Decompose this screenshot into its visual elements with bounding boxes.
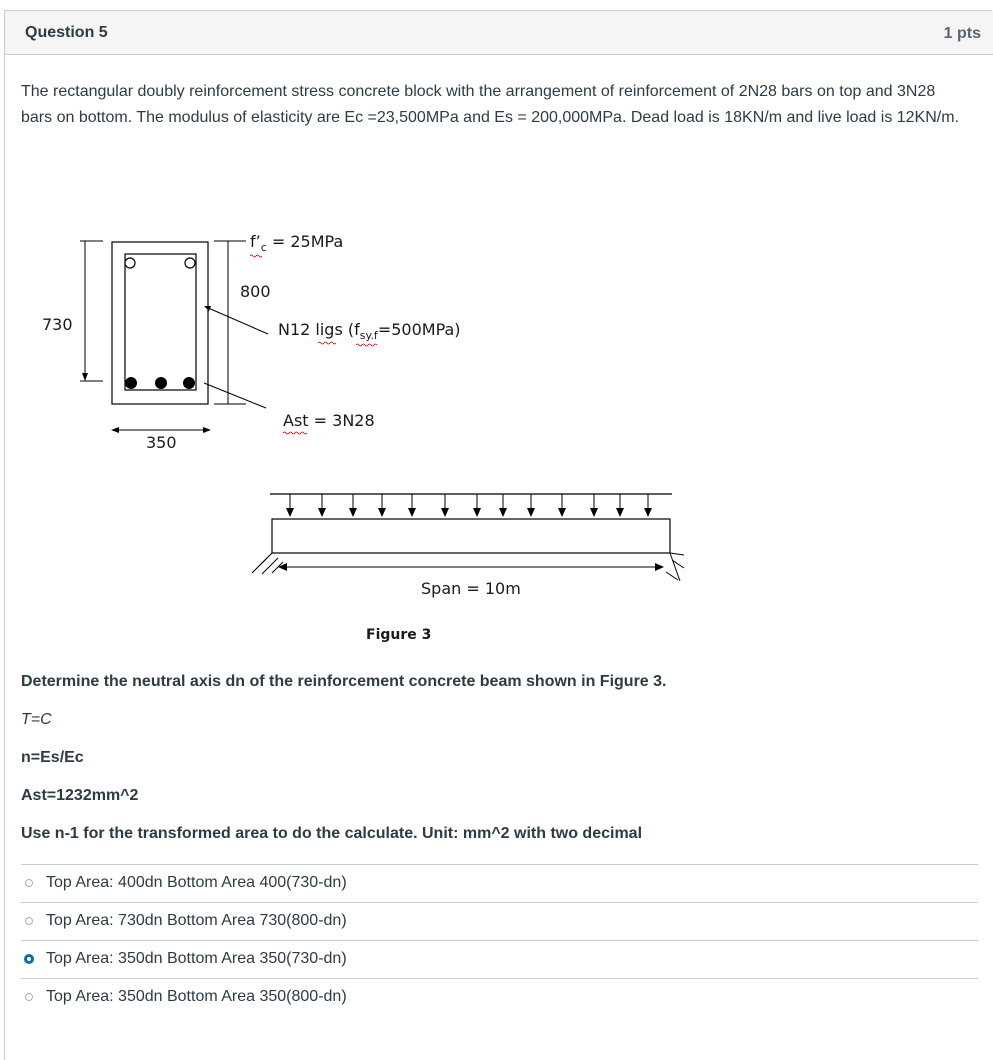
ast-label: Ast = 3N28 bbox=[283, 411, 375, 430]
radio-button-1[interactable] bbox=[25, 879, 33, 887]
span-label: Span = 10m bbox=[421, 579, 521, 598]
top-bar-left bbox=[125, 258, 135, 268]
radio-button-4[interactable] bbox=[25, 993, 33, 1001]
answer-option-2[interactable] bbox=[21, 902, 978, 940]
left-support-hatch bbox=[252, 553, 283, 574]
answer-option-1[interactable] bbox=[21, 864, 978, 902]
dim-350-arrow-right bbox=[203, 427, 211, 433]
question-header bbox=[5, 11, 993, 55]
fc-sub: c bbox=[260, 241, 267, 254]
ligs-prefix: N12 ligs (f bbox=[278, 320, 360, 339]
answer-label-4: Top Area: 350dn Bottom Area 350(800-dn) bbox=[46, 988, 347, 1005]
dim-350-arrow-left bbox=[111, 427, 119, 433]
ligs-sub: sy.f bbox=[359, 329, 378, 342]
ligs-leader bbox=[206, 307, 268, 334]
radio-button-3-selected[interactable] bbox=[24, 954, 34, 964]
bottom-bar-1 bbox=[125, 377, 137, 389]
fc-label bbox=[250, 232, 343, 254]
ligature-outline bbox=[125, 254, 196, 390]
prompt-main: Determine the neutral axis dn of the reinforcement concrete beam shown in Figure 3. bbox=[21, 673, 667, 690]
ast-squiggle bbox=[283, 432, 307, 434]
prompt-line-4: Use n-1 for the transformed area to do the calculate. Unit: mm^2 with two decimal bbox=[21, 825, 643, 842]
radio-button-2[interactable] bbox=[25, 917, 33, 925]
fsy-squiggle bbox=[356, 344, 377, 346]
ligs-suffix: =500MPa) bbox=[377, 320, 461, 339]
dim-350-label: 350 bbox=[146, 433, 177, 452]
bottom-bar-2 bbox=[155, 377, 167, 389]
question-intro: The rectangular doubly reinforcement stress concrete block with the arrangement of reinforcement of 2N28 bars on top and 3N28 bars on bottom. The modulus of elasticity are Ec =23,500MPa and Es = 200,000MPa. Dead load is 18KN/m and live load is 12KN/m. bbox=[21, 83, 959, 126]
beam-diagram bbox=[0, 170, 988, 650]
question-title: Question 5 bbox=[25, 24, 108, 41]
beam-body bbox=[272, 519, 670, 553]
figure-caption: Figure 3 bbox=[366, 627, 432, 643]
figure-3 bbox=[0, 170, 988, 650]
udl-arrows bbox=[286, 494, 652, 517]
answer-list bbox=[21, 864, 978, 1016]
answer-label-3: Top Area: 350dn Bottom Area 350(730-dn) bbox=[46, 950, 347, 967]
fc-squiggle bbox=[250, 255, 262, 257]
dim-800-label: 800 bbox=[240, 282, 271, 301]
fc-prefix: f’ bbox=[250, 232, 261, 251]
fc-value: = 25MPa bbox=[266, 232, 344, 251]
question-points: 1 pts bbox=[943, 25, 981, 42]
prompt-line-3: Ast=1232mm^2 bbox=[21, 787, 139, 804]
top-bar-right bbox=[185, 258, 195, 268]
span-arrow-right bbox=[655, 563, 664, 571]
ligs-label bbox=[278, 320, 461, 342]
answer-option-4[interactable] bbox=[21, 978, 978, 1016]
prompt-line-1: T=C bbox=[21, 711, 52, 728]
span-arrow-left bbox=[278, 563, 287, 571]
bottom-bar-3 bbox=[183, 377, 195, 389]
ligs-squiggle bbox=[318, 342, 336, 344]
right-support-hatch bbox=[666, 553, 684, 581]
answer-option-3[interactable] bbox=[21, 940, 978, 978]
dim-730-label: 730 bbox=[42, 315, 73, 334]
answer-label-1: Top Area: 400dn Bottom Area 400(730-dn) bbox=[46, 874, 347, 891]
prompt-line-2: n=Es/Ec bbox=[21, 749, 84, 766]
answer-label-2: Top Area: 730dn Bottom Area 730(800-dn) bbox=[46, 912, 347, 929]
dim-730-arrow bbox=[82, 373, 88, 381]
